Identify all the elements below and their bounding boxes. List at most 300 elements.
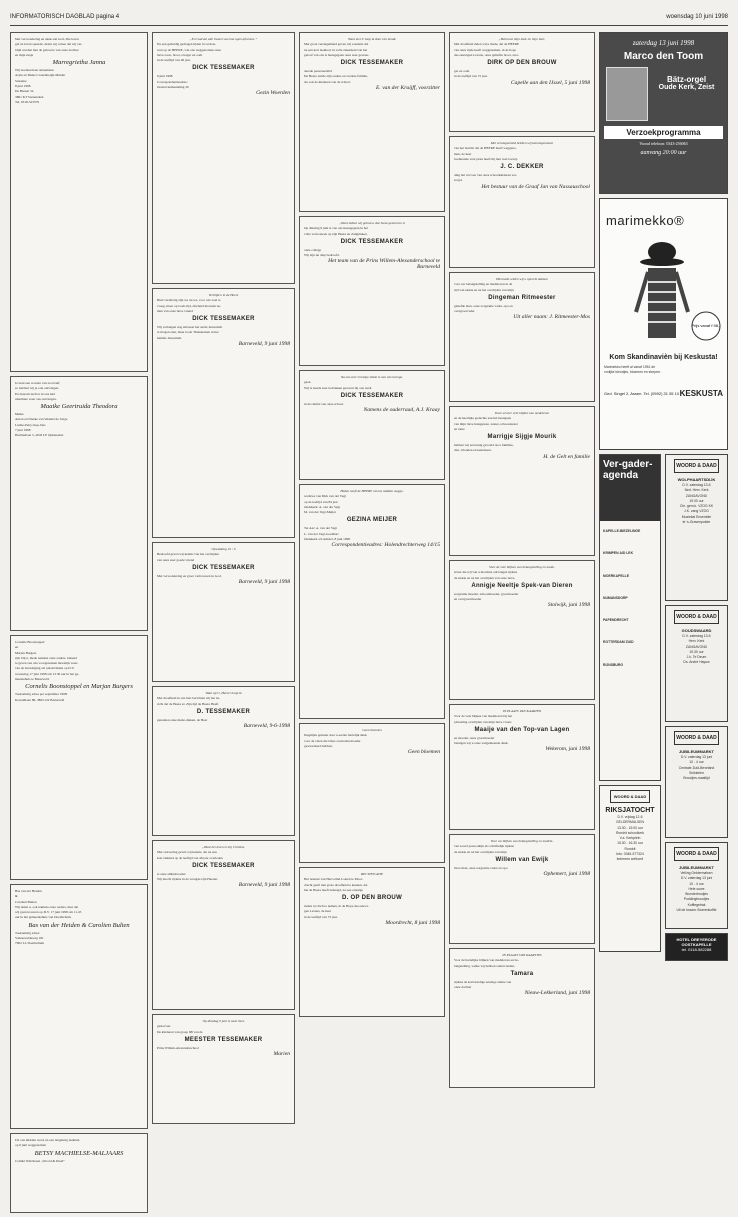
notice-text: Dagelijks gelezen door u eerder hartelijk dank: [304, 733, 367, 738]
ad-line: V.a. Kerkplein: [619, 836, 641, 841]
announcement-text: wij gaan trouwen op D.V. 17 juni 1998 om 11.45: [15, 910, 82, 915]
notice-signature: Namens de ouderraad, A.J. Kraay: [363, 407, 440, 414]
notice-text: gaan: [304, 380, 311, 385]
notice-text: men, de heer: [454, 151, 472, 156]
notice-signature: Geen bloemen: [407, 749, 440, 756]
hotel-ad: [665, 933, 728, 961]
notice-text: tijd van ziekte en na het overlijden van mijn: [454, 287, 514, 292]
hat-brim: [640, 258, 684, 266]
notice-text: Met grote verslagenheid geven wij u kennis dat: [304, 42, 369, 47]
notice-name: DIRK OP DEN BROUW: [487, 60, 557, 67]
death-notice: [299, 867, 445, 1017]
notice-text: Wij zijn nu diep bedroefd.: [304, 253, 340, 258]
notice-text: hemels Jeruzalem.: [157, 335, 183, 340]
column-3: [299, 32, 445, 1021]
ad-line: Uit de kraam: Boerenkoffie: [676, 908, 717, 913]
notice-text: Oudekerk a/d Amstel, 8 juni 1998: [304, 537, 350, 542]
marimekko-headline: Kom Skandinavièn bij Keskusta!: [609, 354, 718, 361]
notice-text: en overgrootmoeder: [454, 597, 482, 602]
announcement-text: zijn blij u, mede namens onze ouders, bekend: [15, 655, 77, 660]
notice-text: hebben wij een innig gevoeld door families,: [454, 443, 514, 448]
announcement-text: 7002 LL Doetinchem: [15, 941, 45, 946]
masthead: [10, 14, 728, 24]
death-notice: [152, 686, 295, 836]
notice-name: Maaije van den Top-van Lagen: [474, 726, 570, 733]
notice-signature: Barneveld, 9-6-1998: [243, 723, 290, 730]
notice-name: DICK TESSEMAKER: [192, 862, 255, 869]
notice-text: Voor de hartelijke blijken van medeleven en be-: [454, 958, 519, 963]
notice-text: te mogen zien, maar nooit Thuiskomen in het: [157, 330, 219, 335]
ad-line: Chr. gem.k. VZOG KK: [679, 504, 714, 509]
announcement-text: en: [15, 645, 19, 650]
announcement-text: Vanzeeveldeweg 181: [15, 936, 44, 941]
marimekko-body-2: vrolijke kleurtjes, bloemen en strepen.: [604, 370, 661, 375]
ad-line: Snikkelen: [689, 770, 704, 775]
death-notice: [449, 136, 595, 268]
goudswaard-title: GOUDSWAARD: [681, 628, 712, 633]
notice-verse: Want met U loop ik door een bende: [348, 37, 396, 41]
notice-verse: RECTIFICATIE: [361, 872, 383, 876]
notice-text: gen Levens, de heer: [304, 909, 332, 914]
jubileummarkt-lines: [666, 755, 727, 780]
notice-text: Ter Aar: A. van der Vegt: [304, 526, 338, 531]
notice-verse: Heden heeft de HEERE uit ons midden wegge-: [340, 489, 404, 493]
notice-text: Wij verlangen nog één keer het aarde Jeruzalem: [157, 325, 223, 330]
announcement-text: Met verwondering en dank aan God, Die leven: [15, 37, 79, 41]
masthead-rule: [10, 25, 728, 26]
notice-text: Oostervanmeuleting 20: [157, 85, 189, 90]
agenda-list: [600, 529, 660, 667]
announcement-text: Comité Walcheren „Woord & Daad”: [15, 1158, 65, 1163]
ad-line: Hele ouwe: [688, 886, 705, 891]
announcement: [10, 884, 148, 1129]
notice-verse: „Want het leven is mij Christus,: [201, 845, 246, 849]
death-notice: [449, 948, 595, 1088]
notice-text: volle vertrouwen op zijn Heere en Zaligmaker,: [304, 231, 368, 236]
wolphaartsdijk-ad: [665, 454, 728, 601]
ad-line: 10 - 4 uur: [689, 760, 704, 765]
announcement-text: blijd werden met de geboorte van onze dochter: [15, 47, 79, 52]
notice-text: in de leeftijd van 72 jaar.: [304, 914, 338, 919]
announcement-text: En daarom leeft er in ons hart: [15, 391, 56, 396]
notice-signature: H. de Gelt en familie: [543, 453, 590, 460]
announcement-text: meentehuis te Barneveld.: [15, 677, 50, 682]
riksja-title: RIKSJATOCHT: [605, 807, 655, 814]
notice-text: geloof van ons is heengegaan onze zeer gewaar-: [304, 52, 370, 57]
ad-line: J.k. Te Deum: [686, 655, 707, 660]
notice-text: gewaardeerd hebben.: [304, 743, 333, 748]
marimekko-body-1: Marimekko heeft al vanaf 1951 de: [604, 365, 656, 369]
notice-text: voor uw belangstelling en medeleven in de: [454, 282, 513, 287]
notice-signature: Uit aller naam: J. Ritmeester-Mos: [513, 314, 590, 321]
agenda-column: [599, 454, 661, 965]
notice-text: onze collega: [304, 247, 322, 252]
notice-name: J. C. DEKKER: [500, 164, 544, 171]
concert-performer: Marco den Toom: [623, 51, 704, 62]
death-notice: [152, 32, 295, 284]
notice-text: betuigen wij u onze welgemeende dank.: [454, 741, 509, 746]
notice-text: men van onze lieve vriend: [157, 308, 193, 313]
notice-text: de ziekte en na het overlijden van onze lieve,: [454, 575, 516, 580]
woord-daad-logo: WOORD & DAAD: [674, 847, 719, 861]
notice-text: vroeg, maar op Gods tijd, afscheid moesten ne-: [157, 303, 222, 308]
notice-text: Bedroefd geven wij kennis van het overlijden: [157, 552, 219, 557]
jubileummarkt-2-lines: [666, 871, 727, 912]
announcement-name: Marregrietha Janna: [52, 59, 106, 67]
notice-text: Met verwondering en groot vertrouwen in God.: [157, 573, 222, 578]
ad-line: D.V. zaterdag 13 juni: [680, 755, 713, 759]
notice-text: Voor de vele blijken van medeleven bij het: [454, 714, 513, 719]
concert-info: Vooraf telefoon: 0343-256063: [639, 141, 688, 146]
announcement-text: Arjan en Dieke Cronenbergh-Mulder: [15, 73, 66, 78]
notice-text: kort ziekbed op de leeftijd van 46 jaar overleden: [157, 855, 223, 860]
notice-text: ven zowel persoonlijk als schriftelijk tijdens: [454, 844, 514, 849]
notice-name: Dingeman Ritmeester: [488, 294, 556, 301]
notice-text: De Heere stelde zijn ouders en verdere familie,: [304, 74, 368, 79]
announcement-name: Cornelis Boonstoppel en Marjan Burgers: [25, 683, 133, 691]
notice-text: ding het vervoer van onze schoolkinderen ver-: [454, 173, 518, 178]
ad-line: Muziekal Ensemble: [681, 514, 712, 519]
ad-line: Ds. André Hayuw: [683, 660, 710, 665]
announcement-text: Toekomstig adres per september 1998:: [15, 692, 68, 697]
notice-verse: Voor uw blijken van belangstelling en medele-: [490, 839, 554, 843]
concert-time: aanvang 20:00 uur: [640, 150, 687, 156]
notice-text: geliefde man, onze zorgzame vader, opa en: [454, 303, 513, 308]
notice-text: Na een geduldig gedragen lijden in vertrou-: [157, 42, 217, 47]
notice-text: den, vrienden en kennissen.: [454, 448, 492, 453]
notice-name: Tamara: [510, 970, 534, 977]
ad-line: J.K. zang VZOG: [684, 509, 709, 514]
notice-text: zorgd.: [454, 178, 463, 183]
ad-line: ZANGAVOND: [685, 644, 708, 649]
death-notice: [299, 723, 445, 863]
announcement: [10, 635, 148, 880]
ad-line: Ned. Herv. Kerk: [684, 488, 709, 493]
ad-line: Wonderbrodjes: [685, 892, 708, 897]
notice-name: DICK TESSEMAKER: [192, 564, 255, 571]
notice-text: lieve man, onze zorgzame vader en opa: [454, 865, 508, 870]
notice-text: lieve zoon, broer, zwager en oom: [157, 52, 203, 57]
column-2: [152, 32, 295, 1128]
announcement-text: en mijn zusje: [15, 52, 34, 57]
woord-daad-logo: WOORD & DAAD: [674, 610, 719, 624]
notice-text: tijdens de kortstondige ernstige ziekte van: [454, 979, 512, 984]
woord-daad-logo: WOORD & DAAD: [674, 731, 719, 745]
death-notice: [449, 560, 595, 700]
notice-text: na een kort ziekbed, in volle zekerheid van het: [304, 47, 368, 52]
notice-name: GEZINA MEIJER: [346, 517, 398, 524]
announcement-text: Anton en Nieske van Wendel de Jonge: [15, 417, 68, 422]
death-notice: [449, 32, 595, 132]
death-notice: [299, 484, 445, 719]
announcement-text: Harmsebaat 5, 4043 LE Opheusden: [15, 433, 64, 438]
announcement-text: Suzanne: [15, 78, 27, 83]
woord-daad-column: [665, 454, 728, 965]
notice-verse: Want op U, Heere! hoop ik: [205, 691, 242, 695]
notice-text: in de leeftijd van 72 jaar.: [454, 74, 488, 79]
agenda-item: MOERKAPELLE: [603, 573, 629, 578]
announcement: [10, 32, 148, 372]
ad-line: D.V. zaterdag 13-6: [682, 483, 711, 487]
ad-line: Koffiegebak: [687, 902, 706, 907]
ad-line: Puddingbroodjes: [683, 897, 710, 902]
announcement-text: zo hebben wij je ook ontvangen.: [15, 386, 60, 391]
announcement-name: Bas van der Heiden & Carolien Bulten: [28, 921, 130, 929]
concert-organ: Bätz-orgel: [666, 75, 707, 84]
announcement-text: Carolien Bulten: [15, 899, 37, 904]
notice-signature: Marien: [273, 1051, 290, 1058]
notice-signature: Barneveld, 9 juni 1998: [238, 341, 290, 348]
notice-text: deerde personeelslid: [304, 69, 332, 74]
notice-text: het de Heere heeft behaagd, na een ernstige: [304, 887, 363, 892]
masthead-left: INFORMATORISCH DAGBLAD pagina 4: [10, 14, 120, 20]
notice-text: gestorven.: [157, 1024, 172, 1029]
notice-verse: Op dinsdag 9 juni is onze lieve: [202, 1019, 245, 1023]
agenda-item: PAPENDRECHT: [603, 618, 629, 623]
notice-signature: Capelle aan den IJssel, 5 juni 1998: [510, 79, 590, 86]
notice-name: D. TESSEMAKER: [196, 708, 251, 715]
notice-signature: Nieuw-Lekkerland, juni 1998: [524, 990, 590, 997]
announcement-text: Meike: [15, 412, 24, 417]
notice-text: Heel verdrietig zijn we nu we, voor ons veel te: [157, 298, 221, 303]
marimekko-ad: [599, 198, 728, 450]
death-notice: [449, 406, 595, 556]
notice-signature: Gezin Woerden: [256, 90, 290, 97]
notice-text: van mijn lieve huisgenote, zuster, schoonzuster: [454, 421, 518, 426]
announcement-text: 7 juni 1998: [15, 428, 31, 433]
goudswaard-lines: [666, 634, 727, 665]
agenda-item: RIJNSBURG: [603, 662, 623, 667]
death-notice: [449, 272, 595, 402]
notice-text: in de ruimte van onze school.: [304, 401, 344, 406]
notice-text: Prins Willem-Alexanderschool: [157, 1045, 199, 1050]
notice-text: en de heerlijke gedachte aan het heengaan: [454, 416, 512, 421]
notice-text: Op dinsdag 9 juni is van ons heengegaan in het: [304, 226, 368, 231]
announcement-text: Wij noemen haar Annemarie: [15, 68, 54, 73]
notice-verse: „Want indien wij geloven, dat Jezus gestorven is: [339, 221, 405, 225]
agenda-title: Ver-gader-agenda: [600, 455, 660, 521]
notice-text: M. van der Vegt-Meijer: [304, 510, 336, 515]
ad-line: 15.30 - 16.30 uur: [617, 841, 643, 846]
notice-text: Oudekerk: A. van der Vegt: [304, 504, 341, 509]
notice-text: van onze zeer goede vriend: [157, 557, 195, 562]
agenda-item: ROTTERDAM ZUID: [603, 640, 634, 645]
ad-line: 13.30 - 15.00 uur: [617, 825, 643, 830]
price-badge-text: Prijs vanaf f 98,-: [691, 323, 721, 328]
notice-signature: Moordrecht, 8 juni 1998: [385, 920, 440, 927]
notice-verse: IN PLAATS VAN KAARTEN: [502, 709, 542, 713]
goudswaard-ad: [665, 605, 728, 722]
death-notice: [299, 32, 445, 212]
notice-verse: Voor de vele blijken van belangstelling en mede-: [489, 565, 555, 569]
agenda-item: KAPELLE-BIEZELINGE: [603, 529, 641, 533]
jubileummarkt-title: JUBILEUMMARKT: [679, 749, 714, 754]
announcement-text: van de bevestiging zal plaatsvinden op D.V.: [15, 666, 75, 671]
agenda-item: KRIMPEN A/D LEK: [603, 551, 634, 556]
notice-name: D. OP DEN BROUW: [341, 895, 403, 902]
jubileummarkt-ad: [665, 726, 728, 838]
notice-signature: Correspondentieadres: Holendrechterweg 14/15: [331, 542, 440, 549]
announcement-text: woensdag 17 juni 1998 om 13.30 uur in het ge-: [15, 671, 80, 676]
notice-text: de ziekte en na het overlijden van mijn: [454, 849, 507, 854]
ad-line: 19.00 uur: [689, 498, 704, 503]
death-notice: [152, 1014, 295, 1124]
ad-line: te 's-Gravenpolder: [682, 520, 711, 525]
marimekko-illustration: [600, 232, 727, 350]
notice-verse: Opwekking 19 : 9: [211, 547, 236, 551]
notice-text: drecht geeft met grote droefheid te kennen, dat: [304, 882, 368, 887]
concert-program: Verzoekprogramma: [604, 126, 723, 139]
notice-name: DICK TESSEMAKER: [340, 238, 404, 245]
ad-line: D.V. zaterdag 13 juni: [680, 876, 713, 881]
announcement-text: uitermate waar ons ontvangen.: [15, 396, 57, 401]
ad-line: Iedereen welkom!: [616, 857, 644, 862]
notice-signature: Barneveld, 9 juni 1998: [238, 579, 290, 586]
vergader-agenda: [599, 454, 661, 781]
concert-place: Oude Kerk, Zeist: [658, 84, 715, 91]
notice-name: DICK TESSEMAKER: [340, 392, 404, 399]
announcement-text: Je bent een wonder van God zelf,: [15, 381, 61, 385]
notice-text: op de leeftijd van 84 jaar: [304, 499, 338, 504]
woord-daad-logo: WOORD & DAAD: [674, 459, 719, 473]
announcement-text: op 6 juni weggenomen: [15, 1143, 46, 1148]
keskusta-logo: KESKUSTA: [679, 388, 723, 398]
performer-photo: [606, 67, 648, 121]
notice-verse: Verblijd u in de Heere: [208, 293, 239, 297]
notice-text: leven die wij van u mochten ontvangen tijdens: [454, 570, 518, 575]
notice-signature: Stolwijk, juni 1998: [547, 602, 590, 609]
ad-line: Rondrit schoolkerk: [615, 830, 645, 835]
jubileummarkt-2-ad: [665, 842, 728, 929]
ad-line: Centrale Zuid-Beveland: [678, 765, 715, 770]
death-notice: [152, 840, 295, 1010]
notice-text: Gedurende vele jaren heeft hij met veel toewij-: [454, 156, 518, 161]
notice-text: L. van der Vegt-Goedhart: [304, 531, 339, 536]
notice-verse: Geen bloemen: [362, 728, 382, 732]
notice-text: en tante: [454, 426, 465, 431]
notice-signature: Het bestuur van de Graaf Jan van Nassauschool: [481, 183, 590, 190]
column-4: [449, 32, 595, 1092]
notice-signature: E. van der Kruijff, voorzitter: [375, 85, 440, 92]
notice-text: Met droefheid delen wij u mede, dat de HEERE: [454, 42, 520, 47]
wolphaartsdijk-title: WOLPHAARTSDIJK: [677, 477, 716, 482]
notice-text: is onze ambtsbroeder: [157, 871, 186, 876]
announcement-name: BETSY MACHIELSE-MALJAARS: [34, 1149, 124, 1157]
announcement-text: gaf en leven spaarde, delen wij u mee dat wij ver-: [15, 42, 83, 47]
notice-text: richt dat de Heere zo Zijn tijd de Heere Heeft: [157, 701, 219, 706]
notice-signature: Ophemert, juni 1998: [543, 871, 590, 878]
column-1: [10, 32, 148, 1217]
notice-name: MEESTER TESSEMAKER: [184, 1036, 263, 1043]
notice-signature: Wekerom, juni 1998: [545, 746, 590, 753]
notice-text: zorgzame moeder, schoonmoeder, grootmoeder: [454, 591, 519, 596]
notice-verse: Met verslagenheid hebben wij kennisgenomen: [490, 141, 554, 145]
notice-text: genomen onze mede-diaken, de Heer: [157, 717, 208, 722]
notice-text: weduwe van Dirk van der Vegt: [304, 494, 347, 499]
ads-column: [599, 32, 728, 965]
ad-line: Rondrit: [624, 846, 636, 851]
notice-text: van onze zijde heeft weggenomen, in de hope: [454, 47, 516, 52]
announcement-text: &: [15, 894, 18, 899]
notice-text: in de leeftijd van 46 jaar.: [157, 58, 191, 63]
notice-text: ziekte tot Zich te nemen, in de Hope des eeuwi-: [304, 904, 369, 909]
notice-name: DICK TESSEMAKER: [192, 316, 255, 323]
death-notice: [152, 288, 295, 538]
notice-text: Het bestuur van Hervormd Lokaal te Moor-: [304, 877, 364, 882]
hotel-tel: tel. 0118-582288: [681, 947, 712, 952]
announcement-text: Marjan Burgers: [15, 650, 37, 655]
announcement-text: Uit ons midden werd, na een langdurig ziekbed,: [15, 1138, 81, 1142]
wolphaartsdijk-lines: [666, 483, 727, 524]
ad-line: Info: 0345-577324: [616, 852, 644, 857]
announcement-text: uur in het gemeentehuis van Doetinchem.: [15, 915, 72, 920]
announcement-text: te geven van ons voorgenomen huwelijk waar-: [15, 661, 79, 666]
riksja-lines: [600, 815, 660, 862]
notice-text: en moeder, onze grootmoeder: [454, 735, 495, 740]
notice-text: voor de velen die Onze overleden moeder: [304, 738, 361, 743]
notice-text: als ook de kinderen van de school.: [304, 79, 351, 84]
announcement-text: Toekomstig adres:: [15, 930, 40, 935]
ad-line: Veiling Geldermalsen: [680, 871, 713, 875]
death-notice: [299, 216, 445, 366]
announcement-text: Kornalliaan 86, 3863 GX Barneveld: [15, 697, 65, 702]
notice-text: wen op de HEERE, van ons weggenomen onze: [157, 47, 222, 52]
announcement-text: Bas van der Heiden: [15, 889, 42, 893]
announcement-name: Maaike Geertruida Theodora: [40, 403, 118, 411]
death-notice: [449, 834, 595, 944]
death-notice: [449, 704, 595, 830]
concert-date: zaterdag 13 juni 1998: [632, 39, 695, 47]
announcement-text: Lutine-Petrj-Jaap-Jans: [15, 422, 46, 427]
notice-signature: Barneveld, 9 juni 1998: [238, 882, 290, 889]
notice-text: des eeuwigen Levens, onze geliefde broer, zwa-: [454, 52, 520, 57]
notice-name: Marrigje Sijgje Mourik: [487, 434, 557, 441]
notice-text: Correspondentieadres:: [157, 79, 188, 84]
ad-line: Broodjes-maaltijd: [683, 776, 710, 781]
notice-name: Willem van Ewijk: [495, 856, 549, 863]
announcement-text: Tel. 0318-523579: [15, 99, 40, 104]
announcement-text: 3861 KT Veenendaal: [15, 94, 44, 99]
riksja-ad: [599, 785, 661, 952]
notice-verse: Door al zeer vele blijken van medeleven: [494, 411, 550, 415]
ad-line: 10 - 4 uur: [689, 881, 704, 886]
ad-line: Herv. Kerk: [688, 639, 705, 644]
announcement-text: Cornelis Boonstoppel: [15, 640, 45, 644]
notice-verse: „En God zal alle tranen van hun ogen afwissen.”: [189, 37, 258, 41]
notice-text: ger en oom: [454, 69, 470, 74]
announcement: [10, 1133, 148, 1213]
notice-text: onze dochter: [454, 985, 472, 990]
notice-text: Wij mocht tijdens in de vreugde zijn Heeren.: [157, 877, 218, 882]
notice-text: overgrootvader: [454, 309, 475, 314]
notice-name: DICK TESSEMAKER: [192, 65, 255, 72]
announcement-text: De Biezen 54: [15, 89, 34, 94]
notice-verse: „Betrouwt mijn ziele en mijn hart,: [498, 37, 546, 41]
riksja-logo: WOORD & DAAD: [610, 790, 650, 803]
notice-text: langstelling, welke wij hebben ondervonden,: [454, 963, 515, 968]
notice-text: van het bericht dat de HEERE heeft weggeno-: [454, 146, 517, 151]
ad-line: D.V. zaterdag 13-6: [682, 634, 711, 638]
announcement-text: 8 juni 1998: [15, 84, 31, 89]
ad-line: D.V. vrijdag 12-6: [617, 815, 643, 819]
notice-verse: IN PLAATS VAN KAARTJES: [502, 953, 542, 957]
ad-line: GELDERMALSEN: [616, 820, 644, 825]
masthead-right: woensdag 10 juni 1998: [666, 14, 728, 20]
hotel-name: HOTEL DREYERODE: [676, 937, 717, 942]
notice-text: Met ontroering geven wij kennis, dat na een: [157, 850, 217, 855]
notice-text: Met droefheid in ons hart berichten wij het be-: [157, 696, 221, 701]
jubileummarkt-2-title: JUBILEUMMARKT: [679, 865, 714, 870]
